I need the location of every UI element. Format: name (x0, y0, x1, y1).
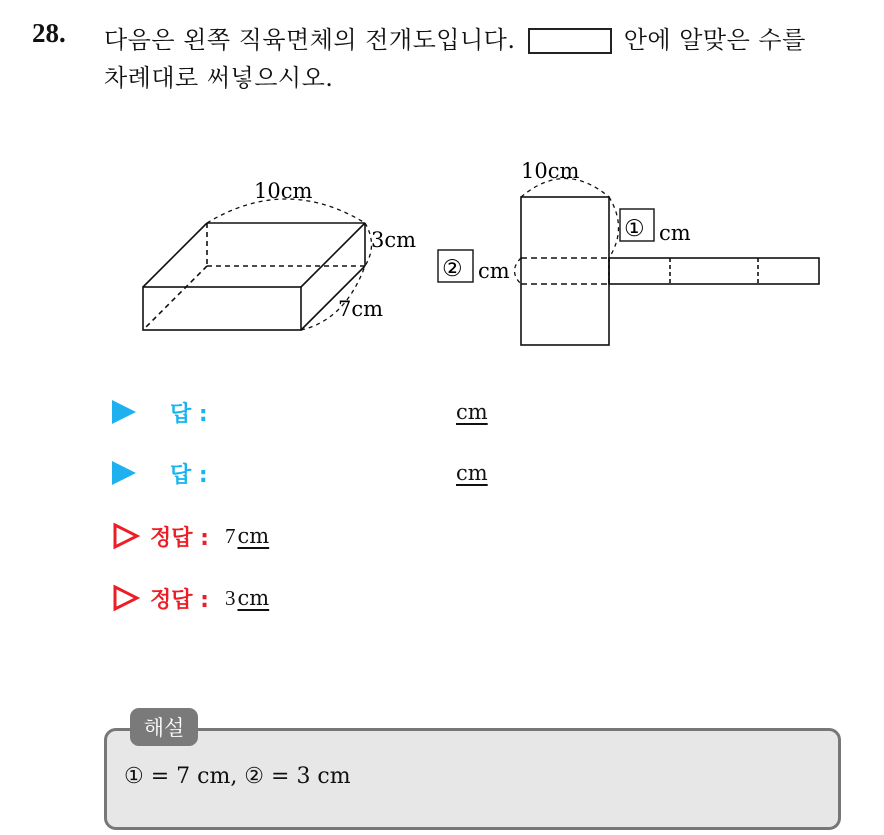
correct-answer-value: 3 (224, 585, 236, 610)
net-top-label: 10cm (521, 159, 580, 183)
marker-2-unit: cm (478, 259, 510, 283)
outline-triangle-icon (112, 584, 140, 612)
cuboid-front-face (143, 287, 301, 330)
question-number: 28. (32, 18, 66, 48)
explanation-text: ① = 7 cm, ② = 3 cm (124, 764, 351, 789)
answer-unit: cm (456, 400, 488, 424)
marker-2: ② (442, 256, 463, 282)
question-line-2: 차례대로 써넣으시오. (104, 64, 334, 92)
correct-answer-unit: cm (237, 524, 270, 548)
outline-triangle-icon (112, 522, 140, 550)
answer-row-2 (112, 455, 488, 491)
net-strip (609, 258, 819, 284)
answer-unit: cm (456, 461, 488, 485)
answer-label: 답 : (170, 462, 208, 488)
correct-answer-label: 정답 : (150, 587, 209, 613)
cuboid-right-label: 3cm (371, 228, 417, 252)
correct-answer-row-2 (112, 580, 269, 616)
marker-1: ① (624, 216, 645, 242)
cuboid-depth-label: 7cm (338, 297, 384, 321)
correct-answer-unit: cm (237, 586, 270, 610)
explanation-tab: 해설 (130, 708, 198, 746)
cuboid-net-figure (0, 0, 884, 360)
marker-1-unit: cm (659, 221, 691, 245)
question-text-after-box: 안에 알맞은 수를 (623, 26, 806, 54)
net-large-face (521, 197, 609, 345)
correct-answer-row-1 (112, 518, 269, 554)
play-triangle-icon (112, 400, 136, 424)
question-text-before-box: 다음은 왼쪽 직육면체의 전개도입니다. (104, 26, 516, 54)
cuboid-top-label: 10cm (254, 179, 313, 203)
answer-label: 답 : (170, 401, 208, 427)
correct-answer-label: 정답 : (150, 525, 209, 551)
correct-answer-value: 7 (224, 523, 236, 548)
play-triangle-icon (112, 461, 136, 485)
answer-row-1 (112, 394, 488, 430)
